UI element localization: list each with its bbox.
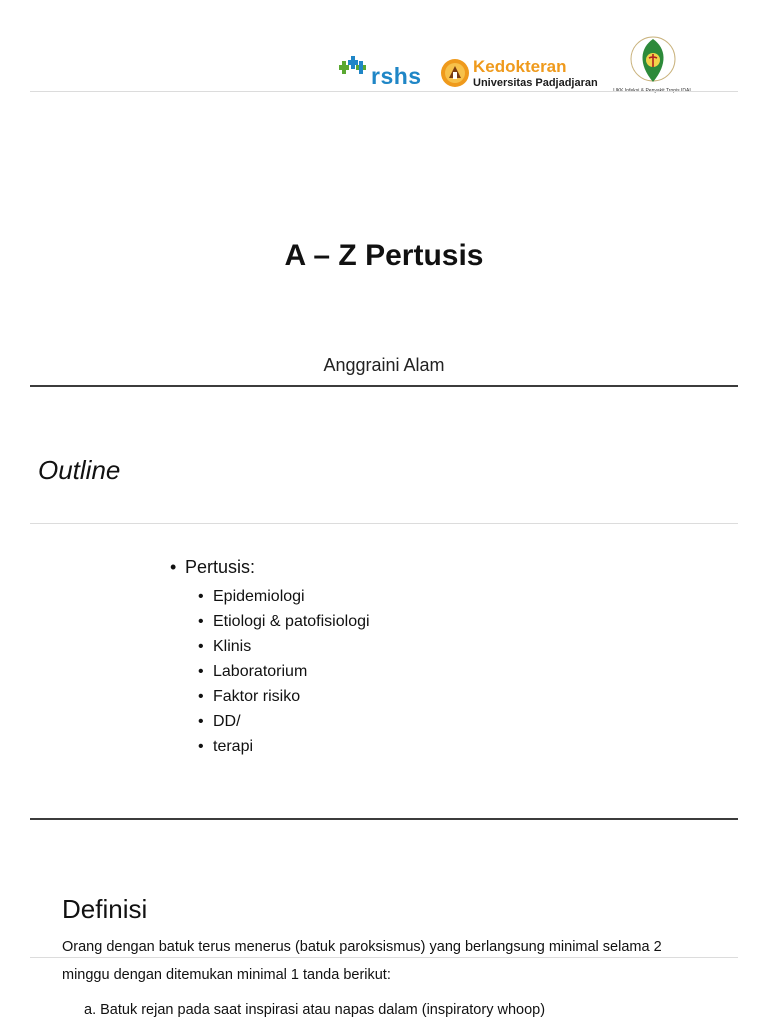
definition-item-a: a. Batuk rejan pada saat inspirasi atau napas dalam (inspiratory whoop) <box>84 1002 546 1018</box>
outline-sub-item <box>198 709 370 734</box>
bullet-icon: • <box>198 688 204 705</box>
outline-sub-item <box>198 684 370 709</box>
bullet-icon: • <box>198 588 204 605</box>
rshs-plus-icon <box>336 56 370 80</box>
bullet-icon: • <box>198 663 204 680</box>
unpad-seal-icon <box>440 58 470 88</box>
rshs-logo-text: rshs <box>371 63 422 89</box>
bullet-icon: • <box>198 738 204 755</box>
bullet-icon: • <box>198 713 204 730</box>
rshs-logo <box>336 56 432 92</box>
outline-list <box>170 554 370 759</box>
definition-heading: Definisi <box>62 894 148 924</box>
unpad-logo-subtitle: Universitas Padjadjaran <box>473 77 598 89</box>
outline-sub-label: Epidemiologi <box>213 588 305 605</box>
idai-logo <box>612 34 692 98</box>
bullet-icon: • <box>170 557 177 577</box>
bullet-icon: • <box>198 638 204 655</box>
idai-emblem-icon <box>628 34 678 86</box>
outline-sub-label: Laboratorium <box>213 663 308 680</box>
outline-sub-item <box>198 634 370 659</box>
unpad-logo-title: Kedokteran <box>473 57 567 76</box>
outline-main-label: Pertusis: <box>185 557 256 577</box>
outline-sub-item <box>198 584 370 609</box>
slide-title: A – Z Pertusis <box>284 239 484 272</box>
outline-sub-label: terapi <box>213 738 254 755</box>
outline-sub-item <box>198 609 370 634</box>
definition-line-2: minggu dengan ditemukan minimal 1 tanda berikut: <box>62 967 391 983</box>
slide-divider <box>30 818 738 820</box>
header-divider <box>30 91 738 92</box>
slide-divider <box>30 385 738 387</box>
outline-sub-label: Etiologi & patofisiologi <box>213 613 370 630</box>
outline-sub-item <box>198 734 370 759</box>
outline-heading: Outline <box>38 455 121 485</box>
outline-divider <box>30 523 738 524</box>
outline-sub-label: Klinis <box>213 638 252 655</box>
outline-sub-label: DD/ <box>213 713 241 730</box>
definition-divider <box>30 957 738 958</box>
definition-line-1: Orang dengan batuk terus menerus (batuk paroksismus) yang berlangsung minimal selama 2 <box>62 939 662 955</box>
outline-sub-item <box>198 659 370 684</box>
outline-sub-label: Faktor risiko <box>213 688 301 705</box>
slide-author: Anggraini Alam <box>323 355 445 375</box>
outline-sub-list <box>198 584 370 759</box>
unpad-logo <box>440 56 610 96</box>
bullet-icon: • <box>198 613 204 630</box>
outline-main-item <box>170 554 370 759</box>
